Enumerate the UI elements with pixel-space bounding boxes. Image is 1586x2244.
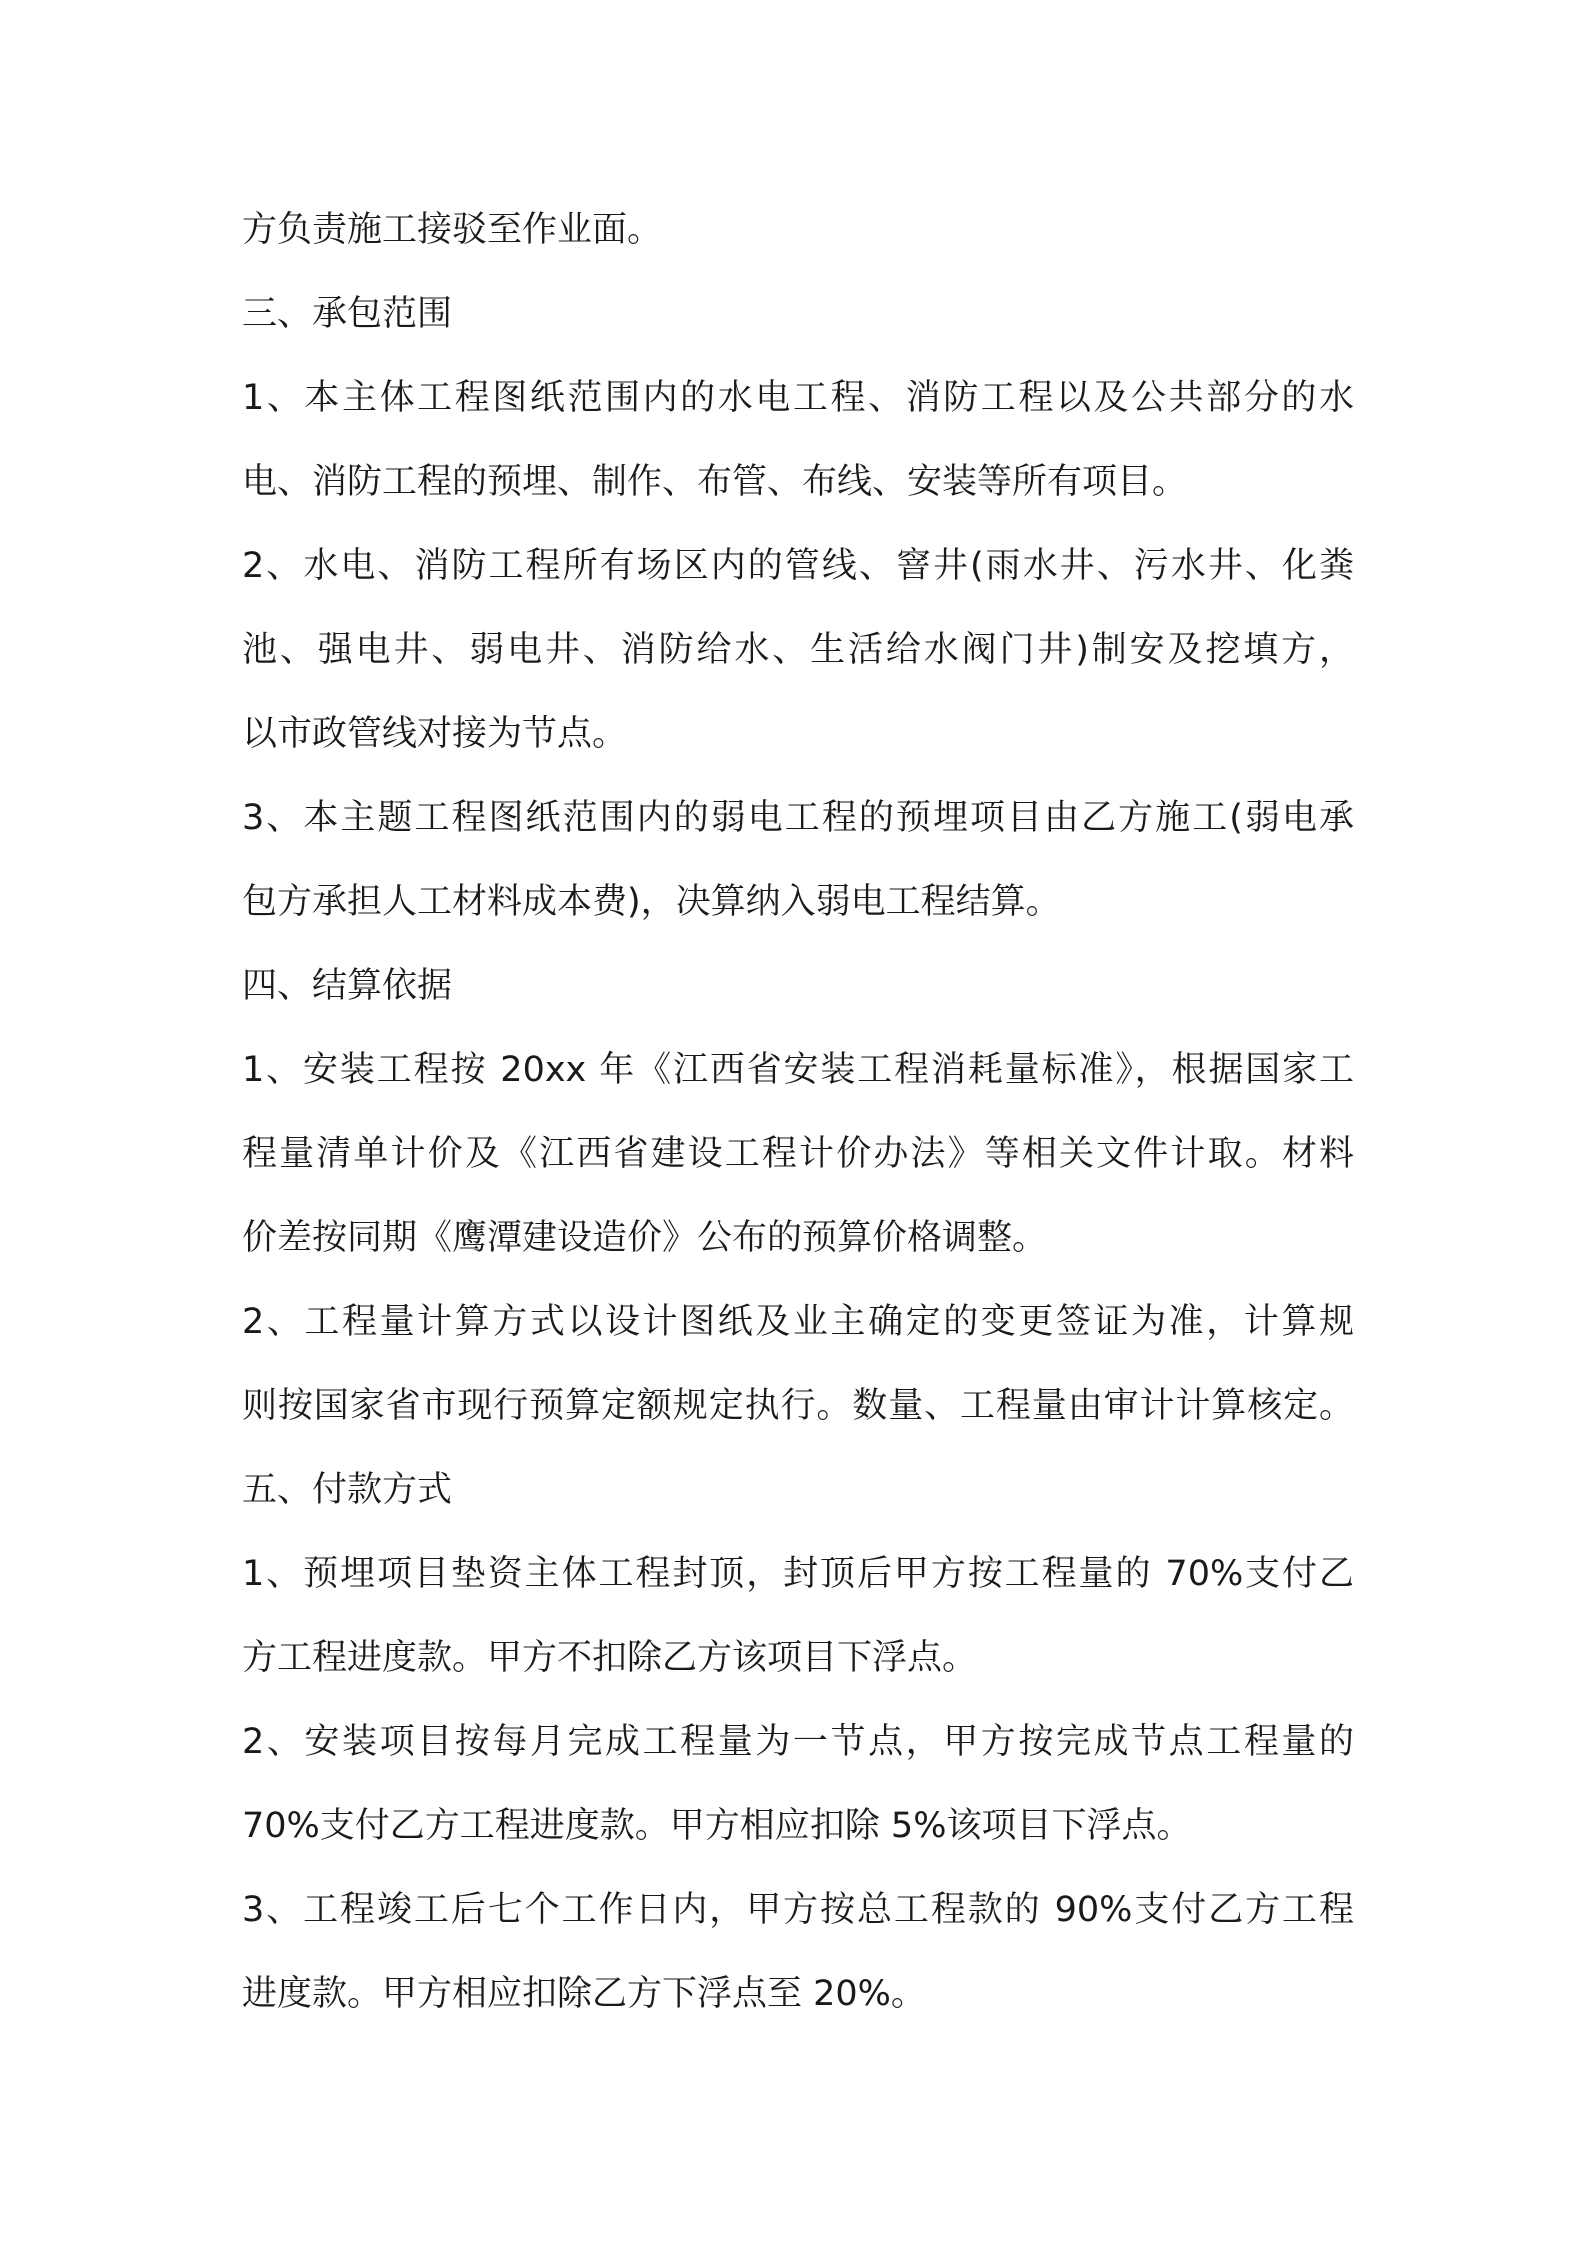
text-line: 1、安装工程按 20xx 年《江西省安装工程消耗量标准》，根据国家工 xyxy=(242,1050,1354,1090)
text-line: 电、消防工程的预埋、制作、布管、布线、安装等所有项目。 xyxy=(242,462,1188,502)
text-line: 程量清单计价及《江西省建设工程计价办法》等相关文件计取。材料 xyxy=(242,1134,1354,1174)
text-line: 方工程进度款。甲方不扣除乙方该项目下浮点。 xyxy=(242,1638,978,1678)
text-line: 2、安装项目按每月完成工程量为一节点，甲方按完成节点工程量的 xyxy=(242,1722,1354,1762)
text-line: 3、工程竣工后七个工作日内，甲方按总工程款的 90%支付乙方工程 xyxy=(242,1890,1354,1930)
text-line: 2、工程量计算方式以设计图纸及业主确定的变更签证为准，计算规 xyxy=(242,1302,1354,1342)
text-line: 2、水电、消防工程所有场区内的管线、窨井(雨水井、污水井、化粪 xyxy=(242,546,1354,586)
text-line: 包方承担人工材料成本费)，决算纳入弱电工程结算。 xyxy=(242,882,1061,922)
text-line: 价差按同期《鹰潭建设造价》公布的预算价格调整。 xyxy=(242,1218,1048,1258)
text-line: 1、预埋项目垫资主体工程封顶，封顶后甲方按工程量的 70%支付乙 xyxy=(242,1554,1354,1594)
text-line: 方负责施工接驳至作业面。 xyxy=(242,210,663,250)
section-heading: 五、付款方式 xyxy=(242,1470,453,1510)
text-line: 3、本主题工程图纸范围内的弱电工程的预埋项目由乙方施工(弱电承 xyxy=(242,798,1354,838)
section-heading: 四、结算依据 xyxy=(242,966,453,1006)
text-line: 则按国家省市现行预算定额规定执行。数量、工程量由审计计算核定。 xyxy=(242,1386,1354,1426)
text-line: 进度款。甲方相应扣除乙方下浮点至 20%。 xyxy=(242,1974,926,2014)
text-line: 1、本主体工程图纸范围内的水电工程、消防工程以及公共部分的水 xyxy=(242,378,1354,418)
text-line: 70%支付乙方工程进度款。甲方相应扣除 5%该项目下浮点。 xyxy=(242,1806,1192,1846)
text-line: 池、强电井、弱电井、消防给水、生活给水阀门井)制安及挖填方， xyxy=(242,630,1354,670)
section-heading: 三、承包范围 xyxy=(242,294,453,334)
text-line: 以市政管线对接为节点。 xyxy=(242,714,628,754)
